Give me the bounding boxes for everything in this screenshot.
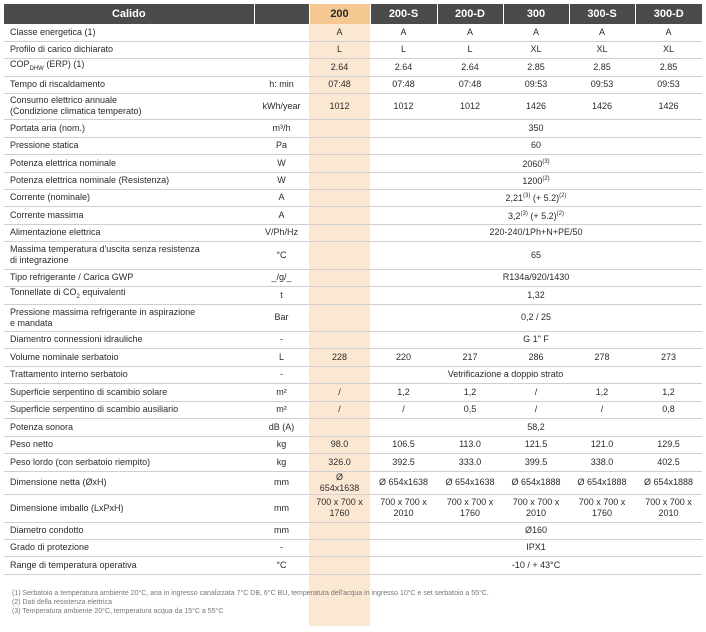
row-label: Potenza sonora <box>4 418 254 436</box>
row-label: Tonnellate di $CO_2$ equivalenti <box>4 286 254 304</box>
value-cell: 333.0 <box>437 453 503 471</box>
value-cell: 2.64 <box>437 58 503 76</box>
row-label: Trattamento interno serbatoio <box>4 366 254 383</box>
value-cell: 273 <box>635 348 702 366</box>
value-cell: / <box>309 383 370 401</box>
row-label: Potenza elettrica nominale <box>4 154 254 172</box>
value-cell: 1,2 <box>370 383 437 401</box>
value-cell-merged: 0,2 / 25 <box>370 304 702 331</box>
footnote: (1) Serbatoio a temperatura ambiente 20°C, aria in ingresso canalizzata 7°C DB, 6°C BU, temperatura dell'acqua in ingresso 10°C e set serbatoio a 55°C. <box>12 590 489 597</box>
footnote: (3) Temperatura ambiente 20°C, temperatura acqua da 15°C a 55°C <box>12 608 224 615</box>
value-cell: 98.0 <box>309 436 370 453</box>
row-label: Massima temperatura d'uscita senza resistenza di integrazione <box>4 241 254 269</box>
value-cell-merged: 1,32 <box>370 286 702 304</box>
row-unit: dB (A) <box>254 418 309 436</box>
value-cell-merged: 2,21$^{(3)}$ (+ 5.2)$^{(2)}$ <box>370 189 702 206</box>
value-cell-merged: Vetrificazione a doppio strato <box>309 366 702 383</box>
row-unit: Pa <box>254 137 309 154</box>
row-unit: kg <box>254 453 309 471</box>
row-unit <box>254 24 309 41</box>
row-unit: m³/h <box>254 119 309 137</box>
value-cell: 09:53 <box>569 76 635 93</box>
value-cell: 399.5 <box>503 453 569 471</box>
value-cell-empty <box>309 522 370 539</box>
row-label: $COP_{DHW}$ (ERP) (1) <box>4 58 254 76</box>
value-cell: 1012 <box>309 93 370 119</box>
table-row <box>4 522 702 539</box>
value-cell-empty <box>309 331 370 348</box>
value-cell-empty <box>309 119 370 137</box>
row-unit: °C <box>254 556 309 574</box>
row-label: Corrente (nominale) <box>4 189 254 206</box>
value-cell-empty <box>309 224 370 241</box>
table-row <box>4 154 702 172</box>
value-cell-merged: 65 <box>370 241 702 269</box>
table-row <box>4 137 702 154</box>
value-cell: / <box>569 401 635 418</box>
row-label: Superficie serpentino di scambio ausiliario <box>4 401 254 418</box>
value-cell: A <box>569 24 635 41</box>
table-row <box>4 172 702 189</box>
value-cell-merged: IPX1 <box>370 539 702 556</box>
value-cell: / <box>370 401 437 418</box>
value-cell-empty <box>309 269 370 286</box>
row-unit: kWh/year <box>254 93 309 119</box>
row-label: Grado di protezione <box>4 539 254 556</box>
table-row <box>4 224 702 241</box>
value-cell: 700 x 700 x 2010 <box>635 494 702 522</box>
header-model: 200-S <box>370 4 437 24</box>
table-row <box>4 241 702 269</box>
row-unit: - <box>254 331 309 348</box>
value-cell: 106.5 <box>370 436 437 453</box>
value-cell: 121.5 <box>503 436 569 453</box>
table-row <box>4 76 702 93</box>
row-unit: A <box>254 206 309 224</box>
row-unit: m² <box>254 383 309 401</box>
value-cell-merged: 60 <box>370 137 702 154</box>
value-cell: Ø 654x1638 <box>437 471 503 494</box>
table-row <box>4 93 702 119</box>
value-cell-empty <box>309 206 370 224</box>
value-cell-empty <box>309 241 370 269</box>
value-cell: 1012 <box>370 93 437 119</box>
table-row <box>4 269 702 286</box>
value-cell: 129.5 <box>635 436 702 453</box>
header-title: Calido <box>4 4 254 24</box>
value-cell: Ø 654x1888 <box>635 471 702 494</box>
value-cell: 09:53 <box>635 76 702 93</box>
value-cell-merged: 2060$^{(3)}$ <box>370 154 702 172</box>
value-cell: 2.64 <box>309 58 370 76</box>
row-unit: W <box>254 154 309 172</box>
row-label: Peso netto <box>4 436 254 453</box>
value-cell: 338.0 <box>569 453 635 471</box>
row-unit: - <box>254 366 309 383</box>
value-cell: 700 x 700 x 1760 <box>569 494 635 522</box>
value-cell: L <box>309 41 370 58</box>
row-label: Peso lordo (con serbatoio riempito) <box>4 453 254 471</box>
value-cell-empty <box>309 189 370 206</box>
row-label: Dimensione netta (ØxH) <box>4 471 254 494</box>
table-row <box>4 286 702 304</box>
value-cell: A <box>503 24 569 41</box>
table-row <box>4 418 702 436</box>
row-label: Alimentazione elettrica <box>4 224 254 241</box>
value-cell-merged: G 1" F <box>370 331 702 348</box>
value-cell-empty <box>309 137 370 154</box>
value-cell: 1,2 <box>635 383 702 401</box>
row-unit: W <box>254 172 309 189</box>
row-label: Dimensione imballo (LxPxH) <box>4 494 254 522</box>
row-label: Potenza elettrica nominale (Resistenza) <box>4 172 254 189</box>
row-unit: m² <box>254 401 309 418</box>
table-row <box>4 58 702 76</box>
table-row <box>4 206 702 224</box>
table-row <box>4 41 702 58</box>
footnote: (2) Dati della resistenza elettrica <box>12 599 112 606</box>
value-cell-merged: 58,2 <box>370 418 702 436</box>
row-unit: h: min <box>254 76 309 93</box>
value-cell-empty <box>309 304 370 331</box>
value-cell-merged: R134a/920/1430 <box>370 269 702 286</box>
row-unit: _/g/_ <box>254 269 309 286</box>
value-cell: 402.5 <box>635 453 702 471</box>
value-cell: 278 <box>569 348 635 366</box>
row-unit: t <box>254 286 309 304</box>
value-cell: 392.5 <box>370 453 437 471</box>
table-row <box>4 331 702 348</box>
table-row <box>4 401 702 418</box>
value-cell: 700 x 700 x 1760 <box>309 494 370 522</box>
value-cell: XL <box>503 41 569 58</box>
value-cell-empty <box>309 286 370 304</box>
row-label: Classe energetica (1) <box>4 24 254 41</box>
value-cell: 1012 <box>437 93 503 119</box>
table-row <box>4 471 702 494</box>
value-cell-empty <box>309 539 370 556</box>
value-cell-empty <box>309 154 370 172</box>
row-unit <box>254 41 309 58</box>
value-cell: 2.85 <box>635 58 702 76</box>
row-unit: Bar <box>254 304 309 331</box>
row-label: Volume nominale serbatoio <box>4 348 254 366</box>
value-cell: L <box>437 41 503 58</box>
row-unit: °C <box>254 241 309 269</box>
value-cell: 1426 <box>569 93 635 119</box>
value-cell: 121.0 <box>569 436 635 453</box>
value-cell-merged: -10 / + 43°C <box>370 556 702 574</box>
table-row <box>4 304 702 331</box>
value-cell: A <box>370 24 437 41</box>
row-unit: mm <box>254 494 309 522</box>
value-cell: 1426 <box>503 93 569 119</box>
value-cell: 286 <box>503 348 569 366</box>
header-model: 200-D <box>437 4 503 24</box>
value-cell: 07:48 <box>437 76 503 93</box>
value-cell-merged: 3,2$^{(3)}$ (+ 5.2)$^{(2)}$ <box>370 206 702 224</box>
row-label: Pressione statica <box>4 137 254 154</box>
header-row <box>4 4 702 24</box>
value-cell: 0,8 <box>635 401 702 418</box>
table-row <box>4 119 702 137</box>
table-row <box>4 366 702 383</box>
row-label: Diamentro connessioni idrauliche <box>4 331 254 348</box>
table-row <box>4 556 702 574</box>
value-cell: 2.85 <box>569 58 635 76</box>
value-cell: 326.0 <box>309 453 370 471</box>
value-cell: 700 x 700 x 2010 <box>370 494 437 522</box>
value-cell: / <box>503 383 569 401</box>
table-row <box>4 348 702 366</box>
value-cell: XL <box>635 41 702 58</box>
value-cell: 07:48 <box>370 76 437 93</box>
value-cell: 1,2 <box>437 383 503 401</box>
table-row <box>4 494 702 522</box>
row-label: Tipo refrigerante / Carica GWP <box>4 269 254 286</box>
header-model: 200 <box>309 4 370 24</box>
value-cell: 700 x 700 x 1760 <box>437 494 503 522</box>
value-cell-merged: Ø160 <box>370 522 702 539</box>
value-cell-merged: 220-240/1Ph+N+PE/50 <box>370 224 702 241</box>
value-cell: A <box>309 24 370 41</box>
value-cell: Ø 654x1888 <box>569 471 635 494</box>
value-cell-empty <box>309 172 370 189</box>
row-label: Pressione massima refrigerante in aspirazione e mandata <box>4 304 254 331</box>
value-cell: / <box>503 401 569 418</box>
table-row <box>4 539 702 556</box>
table-row <box>4 453 702 471</box>
row-label: Portata aria (nom.) <box>4 119 254 137</box>
table-row <box>4 189 702 206</box>
value-cell: 0,5 <box>437 401 503 418</box>
value-cell: 09:53 <box>503 76 569 93</box>
row-unit <box>254 58 309 76</box>
header-model: 300-D <box>635 4 702 24</box>
value-cell: 228 <box>309 348 370 366</box>
footnotes <box>12 589 489 616</box>
value-cell-empty <box>309 556 370 574</box>
table-row <box>4 383 702 401</box>
value-cell: A <box>635 24 702 41</box>
row-unit: L <box>254 348 309 366</box>
row-unit: mm <box>254 471 309 494</box>
value-cell: XL <box>569 41 635 58</box>
value-cell-merged: 1200$^{(2)}$ <box>370 172 702 189</box>
value-cell: Ø 654x1638 <box>309 471 370 494</box>
spec-table <box>4 4 702 575</box>
table-row <box>4 436 702 453</box>
value-cell: 1426 <box>635 93 702 119</box>
row-unit: V/Ph/Hz <box>254 224 309 241</box>
header-model: 300 <box>503 4 569 24</box>
row-unit: mm <box>254 522 309 539</box>
value-cell: 2.64 <box>370 58 437 76</box>
value-cell: Ø 654x1638 <box>370 471 437 494</box>
row-label: Range di temperatura operativa <box>4 556 254 574</box>
header-model: 300-S <box>569 4 635 24</box>
value-cell-empty <box>309 418 370 436</box>
value-cell: 217 <box>437 348 503 366</box>
table-row <box>4 24 702 41</box>
row-label: Diametro condotto <box>4 522 254 539</box>
row-label: Corrente massima <box>4 206 254 224</box>
row-label: Consumo elettrico annuale (Condizione climatica temperato) <box>4 93 254 119</box>
value-cell: 2.85 <box>503 58 569 76</box>
value-cell: A <box>437 24 503 41</box>
value-cell: 113.0 <box>437 436 503 453</box>
value-cell: / <box>309 401 370 418</box>
row-label: Tempo di riscaldamento <box>4 76 254 93</box>
value-cell: 1,2 <box>569 383 635 401</box>
value-cell: L <box>370 41 437 58</box>
row-unit: A <box>254 189 309 206</box>
value-cell: 220 <box>370 348 437 366</box>
header-unit <box>254 4 309 24</box>
row-unit: - <box>254 539 309 556</box>
row-unit: kg <box>254 436 309 453</box>
value-cell: 700 x 700 x 2010 <box>503 494 569 522</box>
value-cell: Ø 654x1888 <box>503 471 569 494</box>
value-cell: 07:48 <box>309 76 370 93</box>
value-cell-merged: 350 <box>370 119 702 137</box>
row-label: Superficie serpentino di scambio solare <box>4 383 254 401</box>
row-label: Profilo di carico dichiarato <box>4 41 254 58</box>
